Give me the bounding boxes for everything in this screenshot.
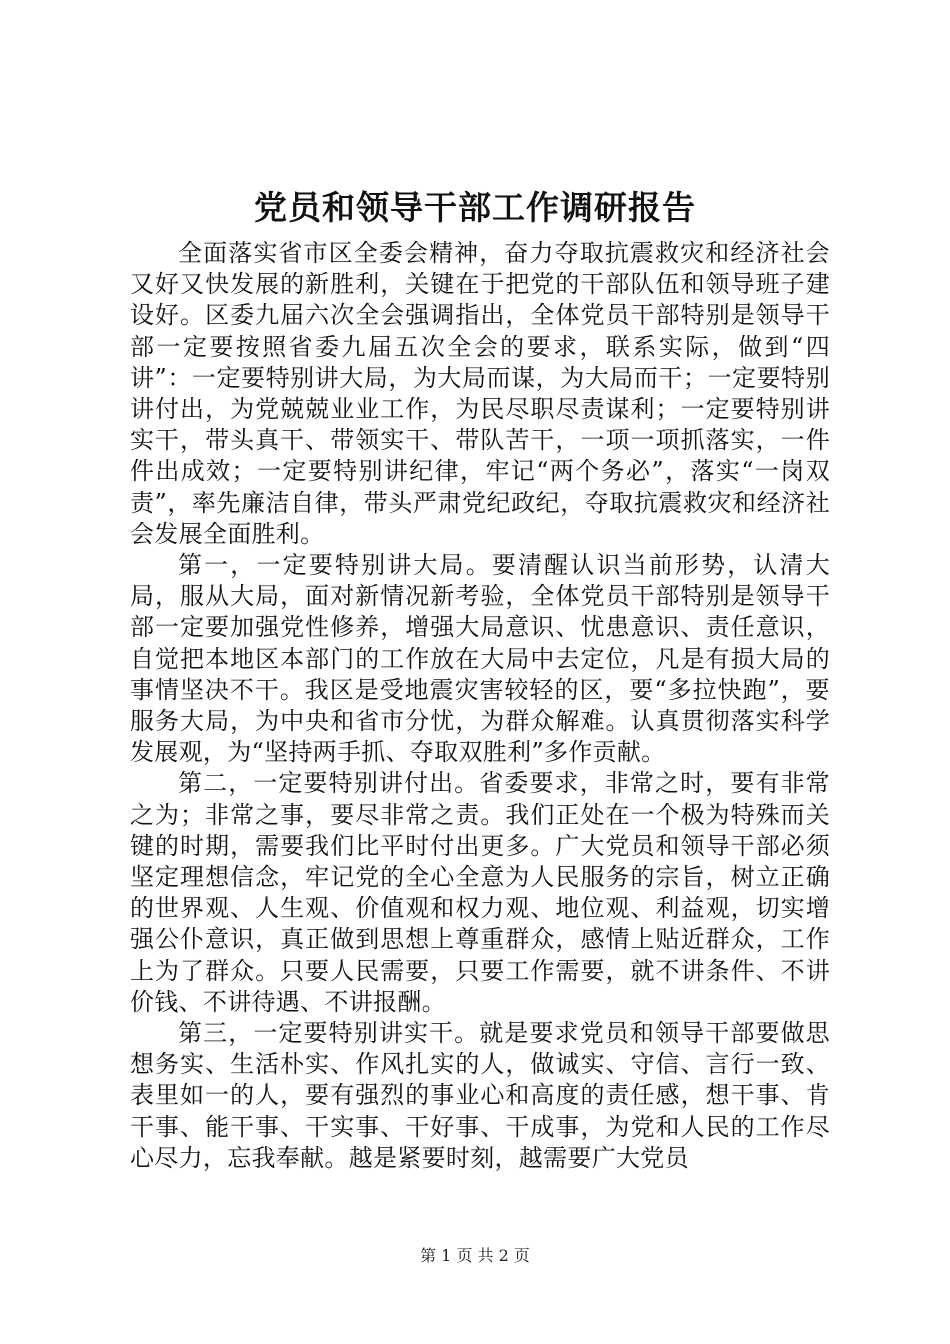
paragraph-first-point: 第一，一定要特别讲大局。要清醒认识当前形势，认清大局，服从大局，面对新情况新考验，全体党员干部特别是领导干部一定要加强党性修养，增强大局意识、忧患意识、责任意识，自觉把本地区本部门的工作放在大局中去定位，凡是有损大局的事情坚决不干。我区是受地震灾害较轻的区，要“多拉快跑”，要服务大局，为中央和省市分忧，为群众解难。认真贯彻落实科学发展观，为“坚持两手抓、夺取双胜利”多作贡献。 [130,551,830,767]
page-footer: 第 1 页 共 2 页 [420,1246,530,1265]
paragraph-second-point: 第二，一定要特别讲付出。省委要求，非常之时，要有非常之为；非常之事，要尽非常之责。我们正处在一个极为特殊而关键的时期，需要我们比平时付出更多。广大党员和领导干部必须坚定理想信念，牢记党的全心全意为人民服务的宗旨，树立正确的世界观、人生观、价值观和权力观、地位观、利益观，切实增强公仆意识，真正做到思想上尊重群众，感情上贴近群众，工作上为了群众。只要人民需要，只要工作需要，就不讲条件、不讲价钱、不讲待遇、不讲报酬。 [130,769,830,1016]
paragraph-intro: 全面落实省市区全委会精神，奋力夺取抗震救灾和经济社会又好又快发展的新胜利，关键在于把党的干部队伍和领导班子建设好。区委九届六次全会强调指出，全体党员干部特别是领导干部一定要按照省委九届五次全会的要求，联系实际，做到“四讲”：一定要特别讲大局，为大局而谋，为大局而干；一定要特别讲付出，为党兢兢业业工作，为民尽职尽责谋利；一定要特别讲实干，带头真干、带领实干、带队苦干，一项一项抓落实，一件件出成效；一定要特别讲纪律，牢记“两个务必”，落实“一岗双责”，率先廉洁自律，带头严肃党纪政纪，夺取抗震救灾和经济社会发展全面胜利。 [130,239,830,548]
document-body [130,238,830,1174]
document-title: 党员和领导干部工作调研报告 [254,188,696,227]
paragraph-third-point: 第三，一定要特别讲实干。就是要求党员和领导干部要做思想务实、生活朴实、作风扎实的人，做诚实、守信、言行一致、表里如一的人，要有强烈的事业心和高度的责任感，想干事、肯干事、能干事、干实事、干好事、干成事，为党和人民的工作尽心尽力，忘我奉献。越是紧要时刻，越需要广大党员 [130,1019,830,1172]
